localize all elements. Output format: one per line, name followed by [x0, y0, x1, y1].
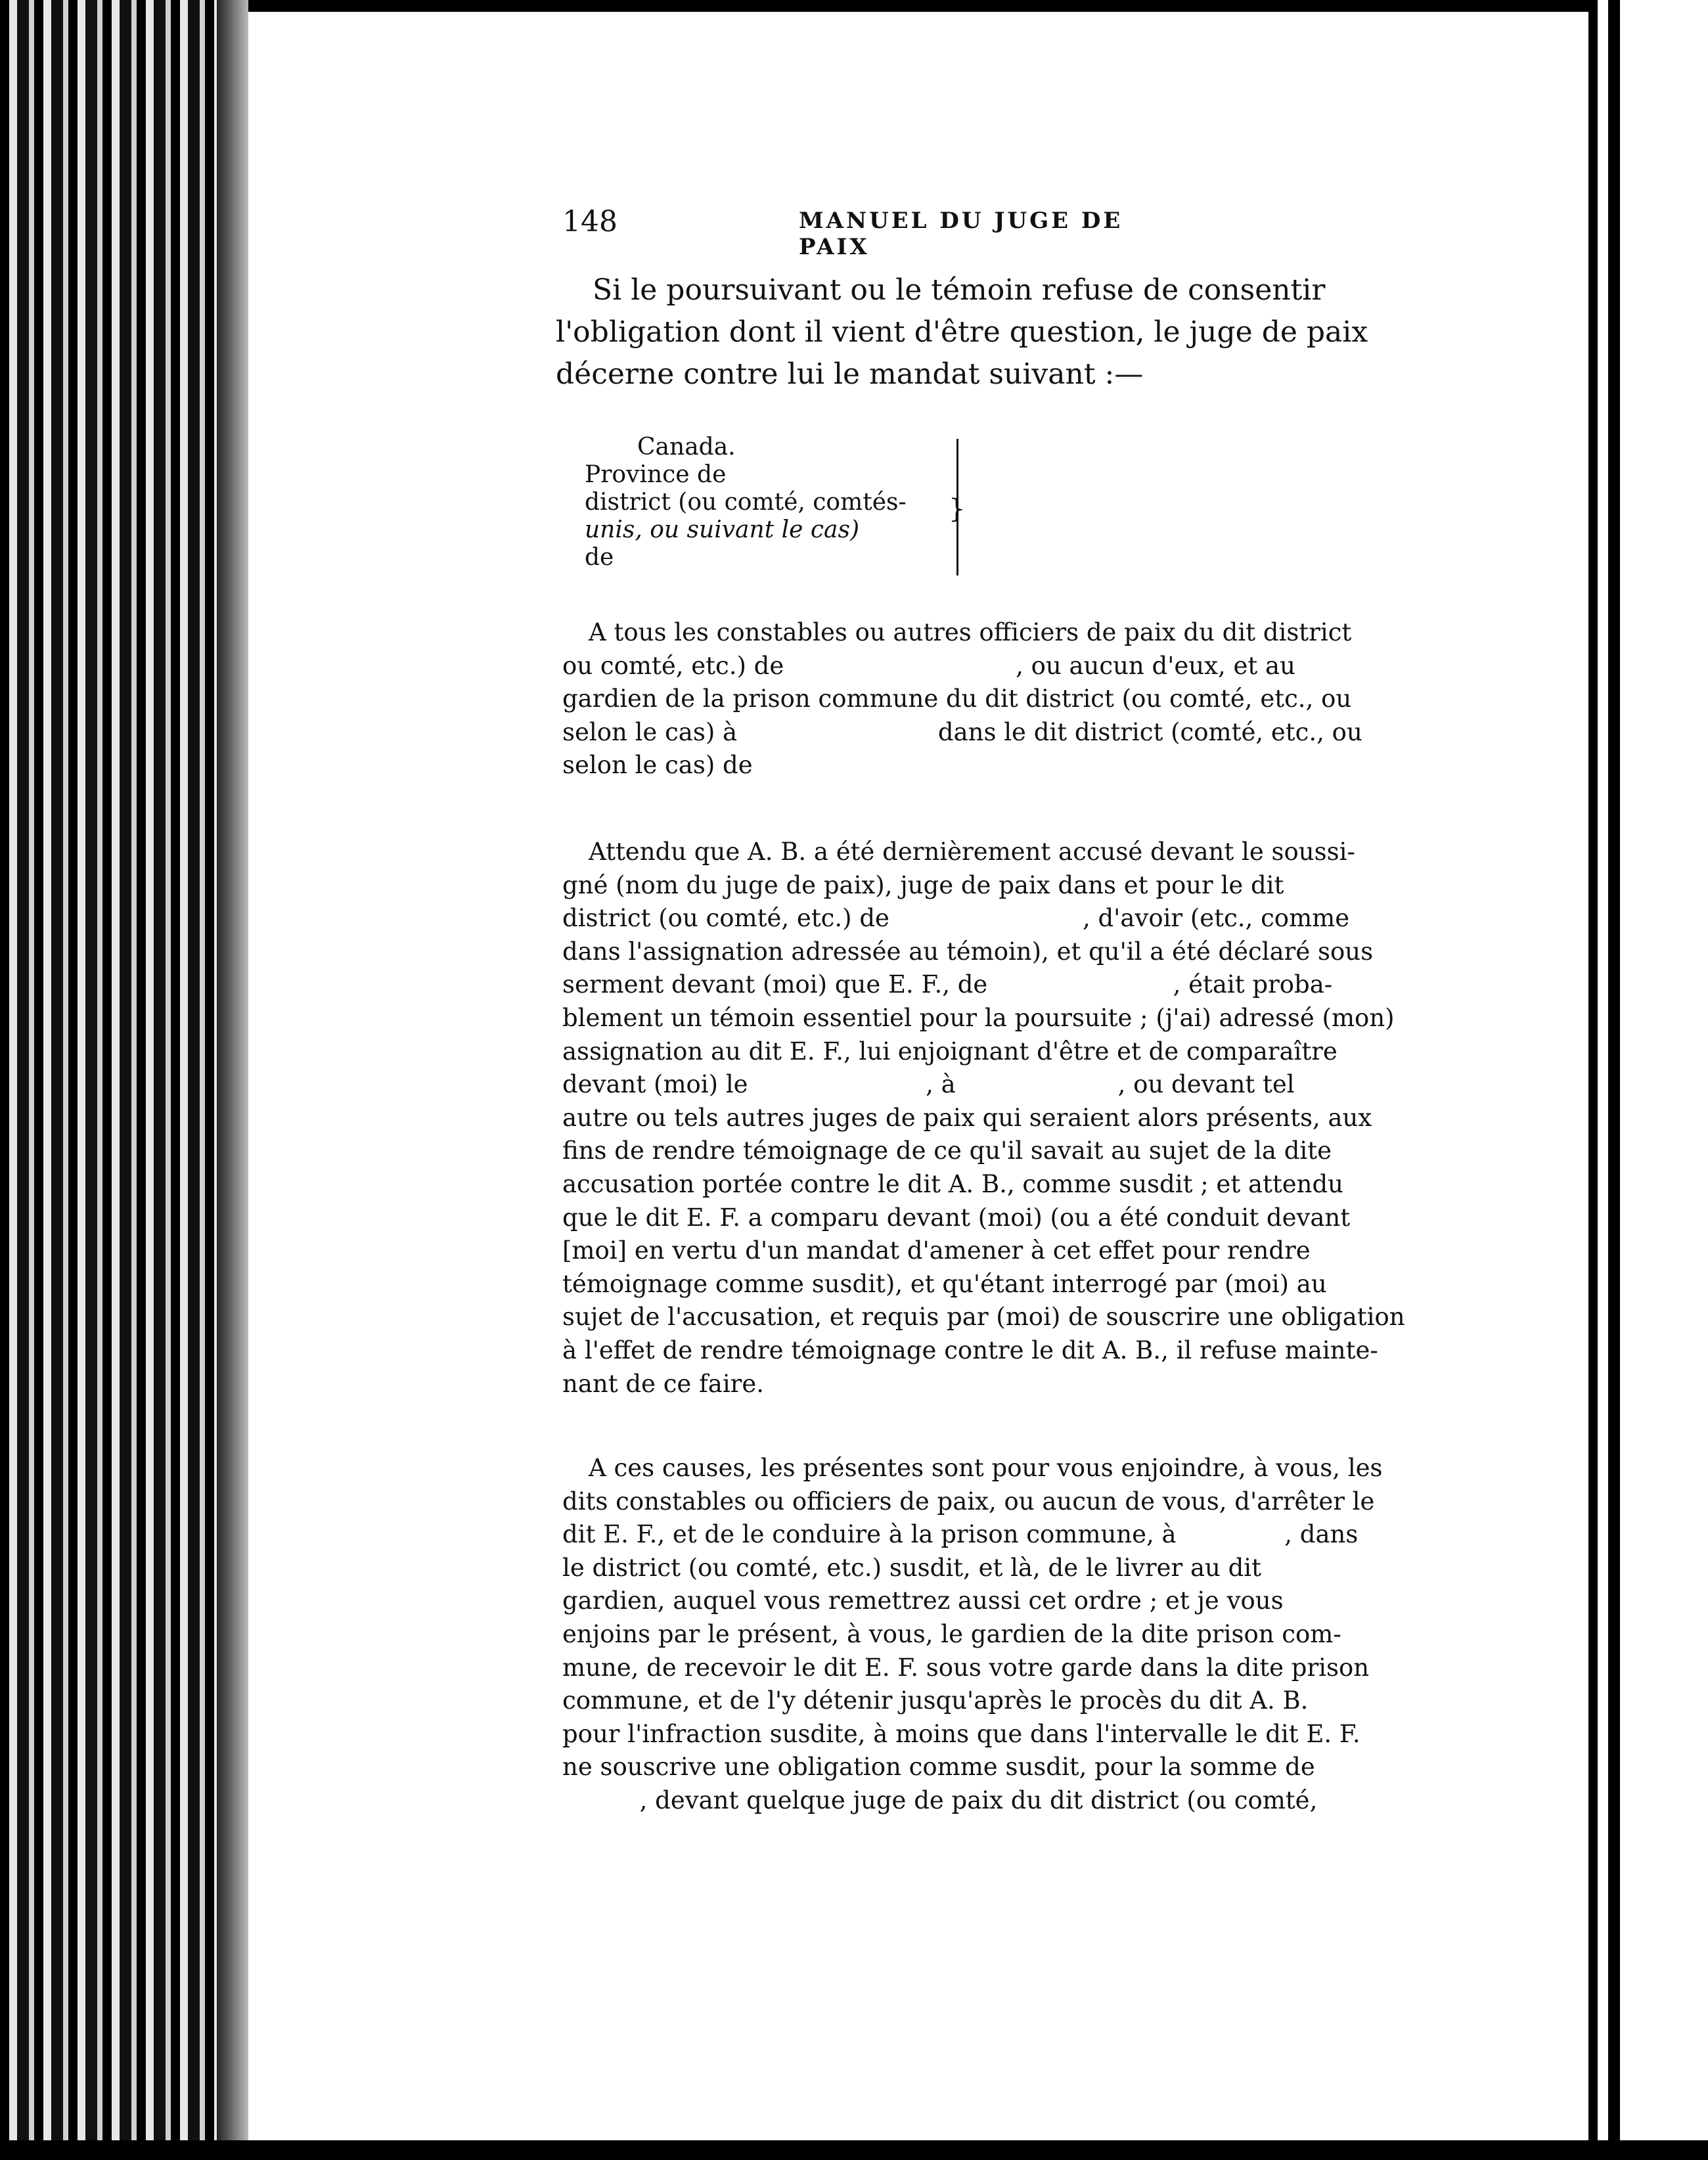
whereas-line: blement un témoin essentiel pour la poursuite ; (j'ai) adressé (mon) [562, 1003, 1395, 1032]
command-line: dit E. F., et de le conduire à la prison commune, à , dans [562, 1520, 1359, 1549]
address-line: gardien de la prison commune du dit district (ou comté, etc., ou [562, 685, 1352, 713]
scan-right-border [1588, 0, 1708, 2160]
scan-bottom-border [0, 2140, 1708, 2160]
caption-line: de [585, 544, 614, 571]
running-title: MANUEL DU JUGE DE PAIX [799, 208, 1123, 260]
whereas-line: gné (nom du juge de paix), juge de paix dans et pour le dit [562, 870, 1284, 899]
caption-brace [943, 439, 958, 575]
command-line: dits constables ou officiers de paix, ou aucun de vous, d'arrêter le [562, 1487, 1375, 1516]
command-line: A ces causes, les présentes sont pour vous enjoindre, à vous, les [589, 1454, 1383, 1482]
command-line: gardien, auquel vous remettrez aussi cet ordre ; et je vous [562, 1586, 1284, 1615]
whereas-line: sujet de l'accusation, et requis par (moi) de souscrire une obligation [562, 1303, 1405, 1332]
caption-line: Canada. [637, 434, 736, 461]
book-page-edges [0, 0, 248, 2160]
caption-line: unis, ou suivant le cas) [585, 516, 860, 543]
whereas-line: assignation au dit E. F., lui enjoignant d'être et de comparaître [562, 1037, 1337, 1066]
command-line: le district (ou comté, etc.) susdit, et là, de le livrer au dit [562, 1553, 1261, 1582]
address-line: selon le cas) de [562, 751, 753, 780]
address-line: A tous les constables ou autres officiers de paix du dit district [589, 618, 1352, 646]
intro-paragraph [556, 269, 1390, 395]
command-line: commune, et de l'y détenir jusqu'après le procès du dit A. B. [562, 1686, 1309, 1715]
whereas-line: témoignage comme susdit), et qu'étant interrogé par (moi) au [562, 1269, 1327, 1298]
whereas-line: autre ou tels autres juges de paix qui seraient alors présents, aux [562, 1103, 1372, 1132]
scan-top-border [248, 0, 1588, 12]
whereas-line: serment devant (moi) que E. F., de , était proba- [562, 970, 1333, 999]
command-line: , devant quelque juge de paix du dit district (ou comté, [562, 1786, 1318, 1814]
address-line: ou comté, etc.) de , ou aucun d'eux, et au [562, 651, 1295, 680]
page-header [562, 205, 1186, 260]
intro-line: décerne contre lui le mandat suivant :— [556, 357, 1144, 391]
whereas-line: [moi] en vertu d'un mandat d'amener à cet effet pour rendre [562, 1236, 1311, 1265]
whereas-paragraph [562, 836, 1405, 1401]
command-line: mune, de recevoir le dit E. F. sous votre garde dans la dite prison [562, 1653, 1370, 1682]
command-line: enjoins par le présent, à vous, le gardien de la dite prison com- [562, 1619, 1341, 1648]
caption-line: Province de [585, 461, 727, 488]
whereas-line: dans l'assignation adressée au témoin), et qu'il a été déclaré sous [562, 937, 1374, 966]
whereas-line: nant de ce faire. [562, 1369, 765, 1398]
intro-line: Si le poursuivant ou le témoin refuse de consentir [593, 273, 1326, 307]
caption-line: district (ou comté, comtés- [585, 489, 907, 516]
intro-line: l'obligation dont il vient d'être question, le juge de paix [556, 315, 1368, 349]
address-paragraph [562, 616, 1393, 782]
command-line: pour l'infraction susdite, à moins que dans l'intervalle le dit E. F. [562, 1719, 1360, 1748]
whereas-line: à l'effet de rendre témoignage contre le dit A. B., il refuse mainte- [562, 1336, 1378, 1364]
whereas-line: fins de rendre témoignage de ce qu'il savait au sujet de la dite [562, 1136, 1332, 1165]
command-paragraph [562, 1452, 1393, 1818]
whereas-line: devant (moi) le , à , ou devant tel [562, 1070, 1295, 1099]
whereas-line: Attendu que A. B. a été dernièrement accusé devant le soussi- [589, 838, 1355, 866]
whereas-line: que le dit E. F. a comparu devant (moi) (ou a été conduit devant [562, 1203, 1351, 1232]
command-line: ne souscrive une obligation comme susdit, pour la somme de [562, 1753, 1315, 1782]
address-line: selon le cas) à dans le dit district (comté, etc., ou [562, 717, 1362, 746]
whereas-line: accusation portée contre le dit A. B., comme susdit ; et attendu [562, 1169, 1343, 1198]
form-caption [585, 434, 966, 572]
whereas-line: district (ou comté, etc.) de , d'avoir (etc., comme [562, 904, 1350, 933]
page-number: 148 [562, 205, 618, 238]
